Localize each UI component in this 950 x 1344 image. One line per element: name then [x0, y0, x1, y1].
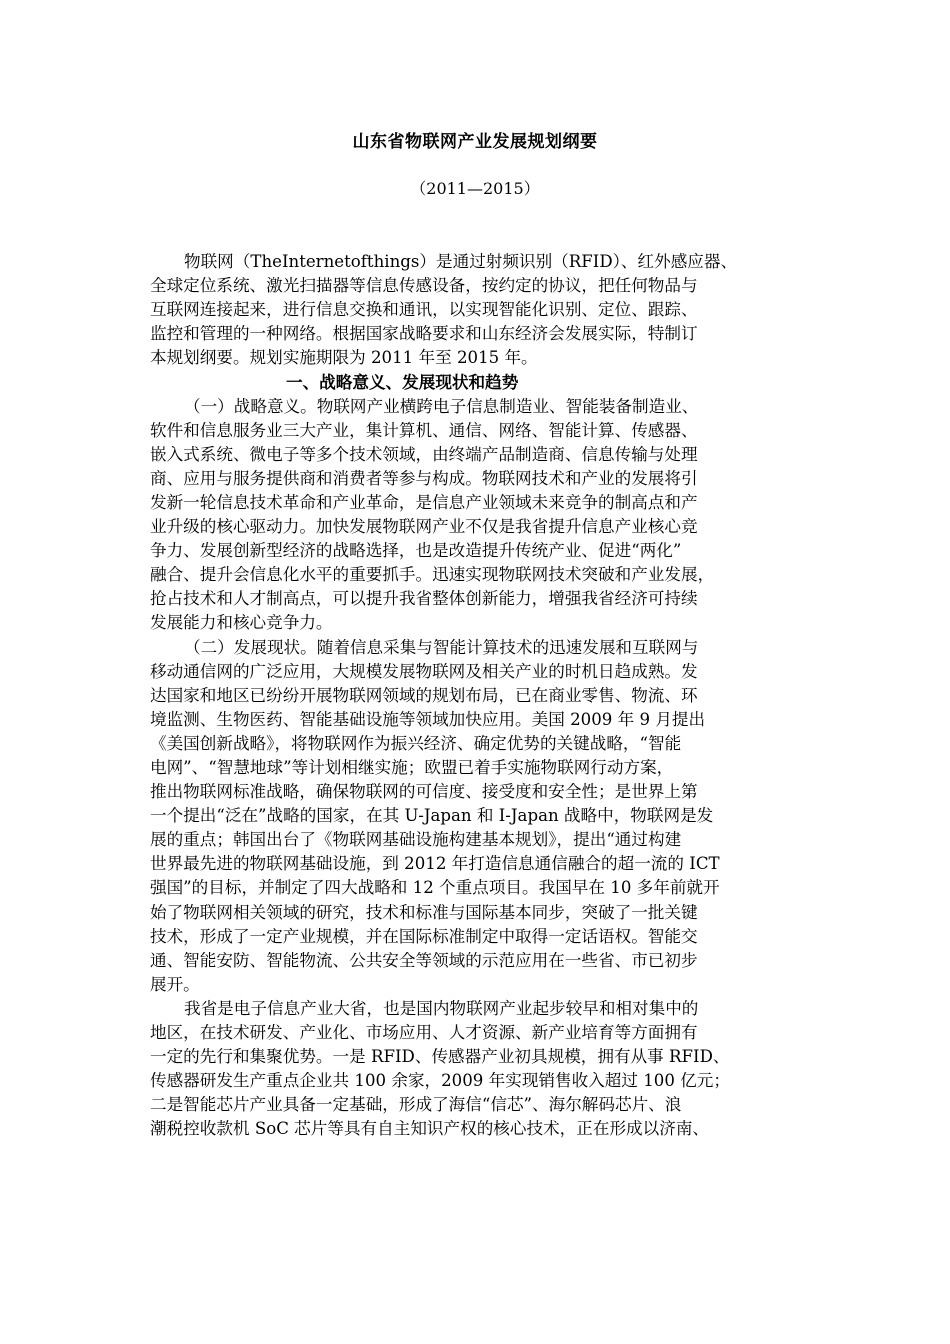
- text-line: 达国家和地区已纷纷开展物联网领域的规划布局，已在商业零售、物流、环: [150, 685, 698, 705]
- text-line: 本规划纲要。规划实施期限为 2011 年至 2015 年。: [150, 348, 538, 368]
- text-line: 二是智能芯片产业具备一定基础，形成了海信“信芯”、海尔解码芯片、浪: [150, 1095, 682, 1115]
- text-line: （一）战略意义。物联网产业横跨电子信息制造业、智能装备制造业、: [184, 396, 699, 416]
- text-line: 推出物联网标准战略，确保物联网的可信度、接受度和安全性；是世界上第: [150, 782, 698, 802]
- document-body: [150, 250, 800, 1141]
- text-line: 世界最先进的物联网基础设施，到 2012 年打造信息通信融合的超一流的 ICT: [150, 854, 720, 874]
- text-line: 软件和信息服务业三大产业，集计算机、通信、网络、智能计算、传感器、: [150, 420, 698, 440]
- text-line: 抢占技术和人才制高点，可以提升我省整体创新能力，增强我省经济可持续: [150, 589, 698, 609]
- text-line: 强国”的目标，并制定了四大战略和 12 个重点项目。我国早在 10 多年前就开: [150, 878, 720, 898]
- text-line: 始了物联网相关领域的研究，技术和标准与国际基本同步，突破了一批关键: [150, 902, 698, 922]
- text-line: （二）发展现状。随着信息采集与智能计算技术的迅速发展和互联网与: [184, 637, 699, 657]
- text-line: 地区，在技术研发、产业化、市场应用、人才资源、新产业培育等方面拥有: [150, 1023, 698, 1042]
- text-line: 《美国创新战略》，将物联网作为振兴经济、确定优势的关键战略，“智能: [150, 733, 682, 753]
- text-line: 境监测、生物医药、智能基础设施等领域加快应用。美国 2009 年 9 月提出: [150, 709, 706, 729]
- text-line: 展的重点；韩国出台了《物联网基础设施构建基本规划》，提出“通过构建: [150, 830, 682, 850]
- text-line: 嵌入式系统、微电子等多个技术领域，由终端产品制造商、信息传输与处理: [150, 444, 698, 464]
- document-subtitle: （2011—2015）: [410, 179, 540, 198]
- section-heading: 一、战略意义、发展现状和趋势: [286, 372, 519, 393]
- text-line: 发新一轮信息技术革命和产业革命，是信息产业领域未来竞争的制高点和产: [150, 492, 698, 512]
- text-line: 业升级的核心驱动力。加快发展物联网产业不仅是我省提升信息产业核心竞: [150, 517, 698, 537]
- text-line: 移动通信网的广泛应用，大规模发展物联网及相关产业的时机日趋成熟。发: [150, 661, 698, 681]
- text-line: 争力、发展创新型经济的战略选择，也是改造提升传统产业、促进“两化”: [150, 541, 682, 561]
- text-line: 发展能力和核心竞争力。: [150, 613, 333, 633]
- text-line: 潮税控收款机 SoC 芯片等具有自主知识产权的核心技术，正在形成以济南、: [150, 1119, 710, 1139]
- text-line: 一定的先行和集聚优势。一是 RFID、传感器产业初具规模，拥有从事 RFID、: [150, 1047, 730, 1067]
- text-line: 传感器研发生产重点企业共 100 余家，2009 年实现销售收入超过 100 亿元；: [150, 1071, 730, 1091]
- document-title: 山东省物联网产业发展规划纲要: [352, 132, 598, 152]
- text-line: 一个提出“泛在”战略的国家，在其 U-Japan 和 I-Japan 战略中，物联网是发: [150, 806, 714, 826]
- text-line: 技术，形成了一定产业规模，并在国际标准制定中取得一定话语权。智能交: [150, 926, 698, 946]
- text-line: 全球定位系统、激光扫描器等信息传感设备，按约定的协议，把任何物品与: [150, 276, 698, 296]
- text-line: 监控和管理的一种网络。根据国家战略要求和山东经济会发展实际，特制订: [150, 324, 698, 344]
- text-line: 通、智能安防、智能物流、公共安全等领域的示范应用在一些省、市已初步: [150, 950, 698, 970]
- text-line: 互联网连接起来，进行信息交换和通讯，以实现智能化识别、定位、跟踪、: [150, 300, 698, 320]
- text-line: 融合、提升会信息化水平的重要抓手。迅速实现物联网技术突破和产业发展，: [150, 565, 715, 585]
- text-line: 电网”、“智慧地球”等计划相继实施；欧盟已着手实施物联网行动方案，: [150, 757, 674, 777]
- text-line: 展开。: [150, 974, 200, 994]
- text-line: 物联网（TheInternetofthings）是通过射频识别（RFID）、红外感应器、: [184, 252, 738, 271]
- text-line: 商、应用与服务提供商和消费者等参与构成。物联网技术和产业的发展将引: [150, 468, 698, 488]
- text-line: 我省是电子信息产业大省，也是国内物联网产业起步较早和相对集中的: [184, 998, 699, 1018]
